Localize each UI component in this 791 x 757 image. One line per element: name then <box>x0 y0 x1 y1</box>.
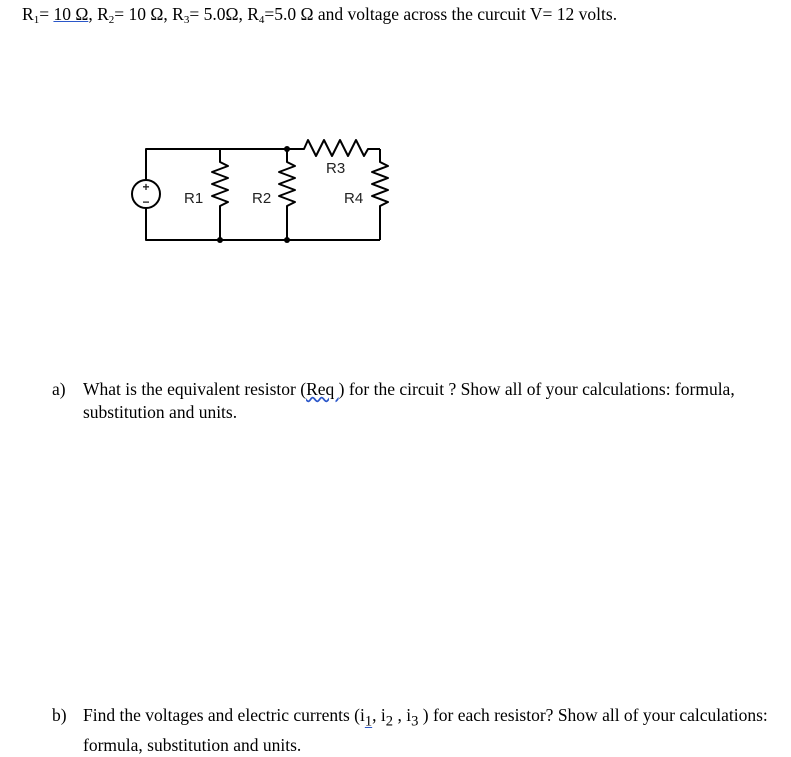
r2-subscript: 2 <box>108 14 115 26</box>
question-a-text-start: What is the equivalent resistor ( <box>83 379 307 399</box>
r4-symbol: R <box>242 4 259 24</box>
r4-subscript: 4 <box>258 14 265 26</box>
junction-dot-1 <box>217 237 223 243</box>
r4-value: =5.0 Ω <box>264 4 314 24</box>
r2-value: = 10 Ω, <box>114 4 168 24</box>
junction-dot-3 <box>284 146 290 152</box>
i1-subscript: 1 <box>364 713 373 730</box>
r3-value: = 5.0Ω, <box>189 4 243 24</box>
voltage-statement: and voltage across the curcuit V= 12 volts. <box>313 4 618 24</box>
r1-symbol: R <box>22 4 34 24</box>
r3-subscript: 3 <box>183 14 190 26</box>
question-b-text-end: ) for each resistor? Show all of your calculations: formula, substitution and units. <box>83 705 768 755</box>
r1-subscript: 1 <box>33 14 40 26</box>
r1-label: R1 <box>184 190 204 207</box>
given-values-line <box>22 4 617 26</box>
r2-symbol: , R <box>88 4 109 24</box>
question-b-i2: i <box>376 705 386 725</box>
r3-symbol: R <box>167 4 184 24</box>
r4-resistor-symbol <box>372 149 388 240</box>
r3-label: R3 <box>326 160 346 177</box>
source-minus-sign: − <box>142 195 150 209</box>
source-plus-sign: + <box>142 180 150 194</box>
r2-resistor-symbol <box>279 149 295 240</box>
question-a <box>52 378 772 424</box>
r3-resistor-symbol <box>287 140 380 156</box>
question-b-text-start: Find the voltages and electric currents (i <box>83 705 365 725</box>
question-a-label: a) <box>52 379 66 399</box>
left-wire-top <box>146 149 287 180</box>
r2-label: R2 <box>252 190 272 207</box>
r1-value: 10 Ω <box>53 4 89 24</box>
question-a-text-end: ) for the circuit ? Show all of your calculations: formula, substitution and units. <box>83 379 735 422</box>
req-symbol: Req <box>306 379 339 399</box>
circuit-diagram <box>118 128 408 248</box>
i3-subscript: 3 <box>411 713 419 730</box>
question-b-i3: , i <box>393 705 412 725</box>
question-b-label: b) <box>52 705 67 725</box>
i2-subscript: 2 <box>385 713 394 730</box>
i1-comma: , <box>372 705 377 725</box>
junction-dot-2 <box>284 237 290 243</box>
left-wire-bottom <box>146 208 380 240</box>
r1-equals: = <box>39 4 54 24</box>
r4-label: R4 <box>344 190 364 207</box>
r1-resistor-symbol <box>212 149 228 240</box>
